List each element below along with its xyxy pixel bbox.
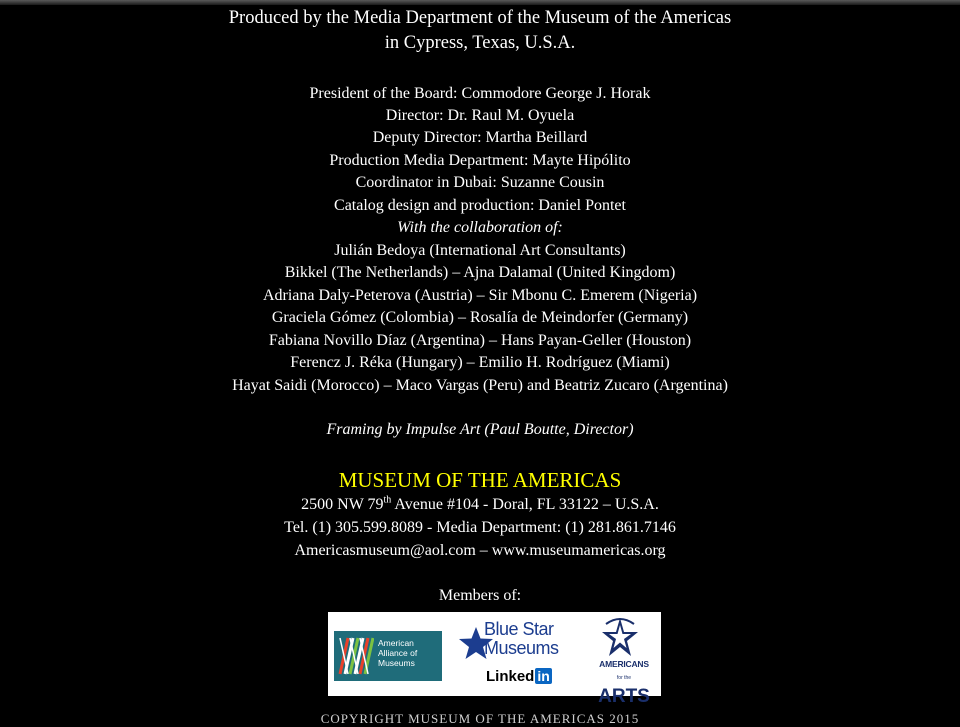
collaborator-line: Graciela Gómez (Colombia) – Rosalía de Meindorfer (Germany) bbox=[271, 309, 689, 326]
linkedin-word: Linked bbox=[486, 668, 535, 685]
museum-contact[interactable]: Americasmuseum@aol.com – www.museumamericas.org bbox=[294, 542, 666, 559]
address-street: 2500 NW 79 bbox=[301, 496, 384, 513]
collaborator-line: Julián Bedoya (International Art Consultants) bbox=[334, 242, 626, 259]
collaboration-heading: With the collaboration of: bbox=[397, 219, 563, 236]
credit-deputy-director: Deputy Director: Martha Beillard bbox=[372, 129, 588, 146]
museum-name: MUSEUM OF THE AMERICAS bbox=[338, 468, 622, 492]
header-line-1: Produced by the Media Department of the Museum of the Americas bbox=[228, 8, 732, 28]
linkedin-logo bbox=[486, 668, 552, 685]
americans-for-the-arts-star-icon bbox=[598, 616, 640, 660]
afa-arts: ARTS bbox=[598, 686, 650, 707]
members-heading: Members of: bbox=[438, 587, 522, 604]
americans-for-the-arts-logo bbox=[590, 660, 658, 707]
top-bar bbox=[0, 0, 960, 5]
museum-phone: Tel. (1) 305.599.8089 - Media Department: (1) 281.861.7146 bbox=[284, 519, 676, 536]
blue-star-museums-text: Blue Star Museums bbox=[484, 619, 559, 658]
collaborator-line: Hayat Saidi (Morocco) – Maco Vargas (Peru) and Beatriz Zucaro (Argentina) bbox=[232, 377, 728, 394]
afa-americans: AMERICANS bbox=[599, 659, 649, 669]
afa-for-the: for the bbox=[616, 674, 632, 681]
credit-production: Production Media Department: Mayte Hipólito bbox=[329, 152, 631, 169]
aam-logo-text: American Alliance of Museums bbox=[378, 638, 418, 668]
framing-credit: Framing by Impulse Art (Paul Boutte, Director) bbox=[326, 421, 634, 438]
credit-coordinator: Coordinator in Dubai: Suzanne Cousin bbox=[355, 174, 605, 191]
collaborator-line: Ferencz J. Réka (Hungary) – Emilio H. Rodríguez (Miami) bbox=[290, 354, 670, 371]
linkedin-in-badge: in bbox=[537, 668, 550, 684]
collaborator-line: Bikkel (The Netherlands) – Ajna Dalamal (United Kingdom) bbox=[284, 264, 676, 281]
museum-address bbox=[0, 496, 960, 514]
credit-director: Director: Dr. Raul M. Oyuela bbox=[385, 107, 575, 124]
header-line-2: in Cypress, Texas, U.S.A. bbox=[384, 33, 576, 53]
address-rest: Avenue #104 - Doral, FL 33122 – U.S.A. bbox=[391, 496, 659, 513]
address-ordinal: th bbox=[383, 494, 392, 506]
credit-president: President of the Board: Commodore George J. Horak bbox=[309, 85, 651, 102]
member-logos bbox=[328, 612, 661, 707]
aam-logo bbox=[334, 631, 442, 681]
copyright-notice: COPYRIGHT MUSEUM OF THE AMERICAS 2015 bbox=[320, 711, 640, 726]
aam-mark-icon bbox=[338, 636, 374, 676]
credit-catalog-design: Catalog design and production: Daniel Pontet bbox=[334, 197, 626, 214]
collaborator-line: Adriana Daly-Peterova (Austria) – Sir Mbonu C. Emerem (Nigeria) bbox=[262, 287, 698, 304]
collaborator-line: Fabiana Novillo Díaz (Argentina) – Hans Payan-Geller (Houston) bbox=[268, 332, 692, 349]
